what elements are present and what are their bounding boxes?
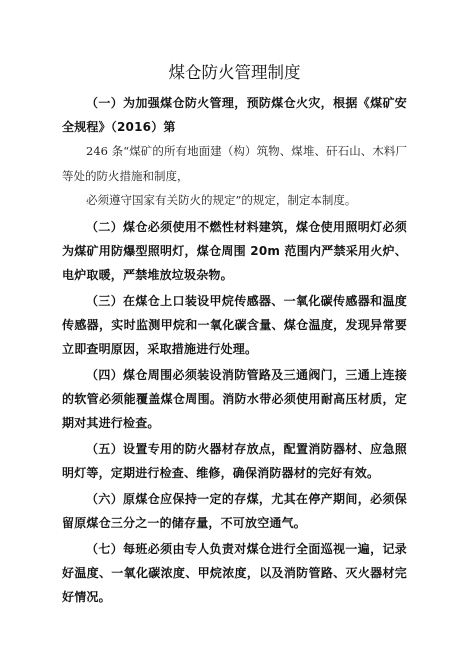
- paragraph-1: （一）为加强煤仓防火管理，预防煤仓火灾，根据《煤矿安全规程》（2016）第: [62, 96, 407, 134]
- paragraph-2: 246 条“煤矿的所有地面建（构）筑物、煤堆、矸石山、木料厂等处的防火措施和制度，: [62, 144, 407, 183]
- paragraph-7: （五）设置专用的防火器材存放点，配置消防器材、应急照明灯等，定期进行检查、维修，确保消防器材的完好有效。: [62, 441, 407, 480]
- paragraph-5: （三）在煤仓上口装设甲烷传感器、一氧化碳传感器和温度传感器，实时监测甲烷和一氧化碳含量、煤仓温度，发现异常要立即查明原因，采取措施进行处理。: [62, 293, 407, 356]
- paragraph-4: （二）煤仓必须使用不燃性材料建筑，煤仓使用照明灯必须为煤矿用防爆型照明灯，煤仓周围 20m 范围内严禁采用火炉、电炉取暖，严禁堆放垃圾杂物。: [62, 219, 407, 282]
- document-title: 煤仓防火管理制度: [168, 63, 301, 82]
- paragraph-9: （七）每班必须由专人负责对煤仓进行全面巡视一遍，记录好温度、一氧化碳浓度、甲烷浓度，以及消防管路、灭火器材完好情况。: [62, 541, 407, 604]
- paragraph-3: 必须遵守国家有关防火的规定”的规定，制定本制度。: [86, 193, 357, 207]
- paragraph-6: （四）煤仓周围必须装设消防管路及三通阀门，三通上连接的软管必须能覆盖煤仓周围。消防水带必须使用耐高压材质，定期对其进行检查。: [62, 367, 407, 430]
- document-body: [62, 91, 407, 609]
- paragraph-8: （六）原煤仓应保持一定的存煤，尤其在停产期间，必须保留原煤仓三分之一的储存量，不可放空通气。: [62, 491, 407, 530]
